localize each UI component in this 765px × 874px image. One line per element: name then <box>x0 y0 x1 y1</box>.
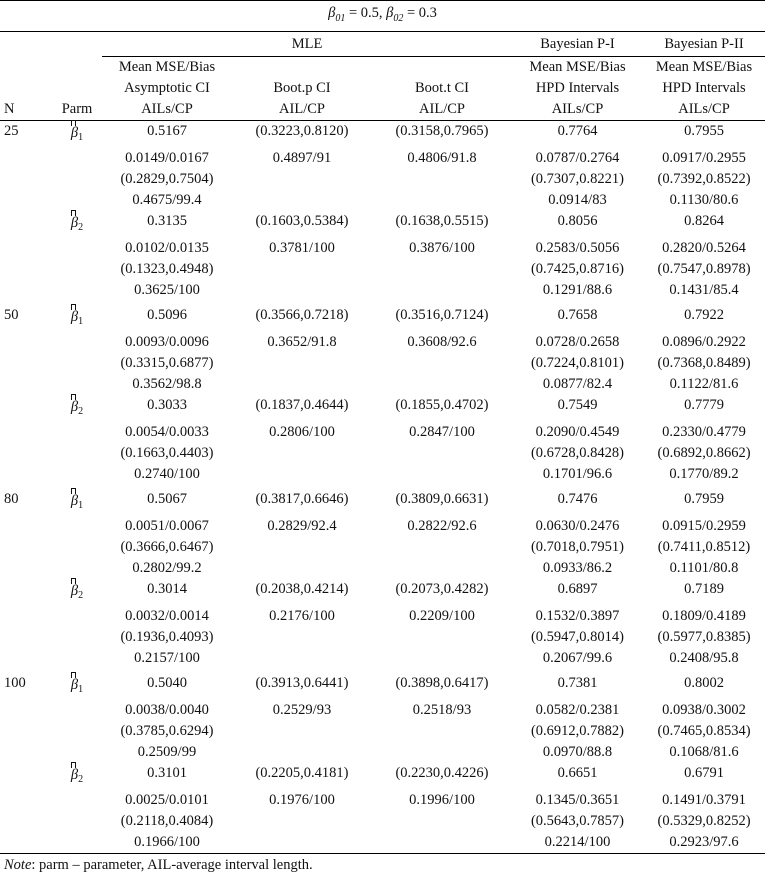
header-bootp-ail: AIL/CP <box>279 100 325 117</box>
header-parm: Parm <box>61 100 93 117</box>
table-row <box>0 120 765 148</box>
table-title: $\beta_{01} = 0.5$, $\beta_{02} = 0.3$ <box>0 1 765 32</box>
table-row <box>0 374 765 395</box>
cell-n: 80 <box>4 490 19 507</box>
cell-bp2: 0.7959 <box>684 490 724 507</box>
cell-bootp: 0.2829/92.4 <box>267 517 337 534</box>
cell-bp2: 0.2923/97.6 <box>669 833 739 850</box>
header-mle-mean: Mean MSE/Bias <box>118 58 216 75</box>
table-row <box>0 332 765 353</box>
cell-bp1: 0.6897 <box>557 580 598 597</box>
header-bp1-mean: Mean MSE/Bias <box>529 58 626 75</box>
table-row <box>0 259 765 280</box>
header-bootp: Boot.p CI <box>273 79 331 96</box>
cell-mle: 0.3135 <box>147 212 187 229</box>
cell-parm: $\beta_2$ <box>70 214 84 233</box>
cell-boott: (0.1638,0.5515) <box>395 212 489 229</box>
header-bp2-hpd: HPD Intervals <box>662 79 746 96</box>
cell-mle: 0.5067 <box>147 490 187 507</box>
cell-bootp: 0.2529/93 <box>272 701 332 718</box>
table-row <box>0 464 765 485</box>
cell-mle: (0.3666,0.6467) <box>120 538 214 555</box>
cell-bp2: 0.0938/0.3002 <box>662 701 746 718</box>
cell-bp2: 0.0915/0.2959 <box>662 517 746 534</box>
cell-bp1: (0.7018,0.7951) <box>530 538 625 555</box>
cell-mle: 0.3625/100 <box>134 281 200 298</box>
table-row <box>0 832 765 854</box>
group-bayesian-p2: Bayesian P-II <box>643 31 765 56</box>
cell-n: 50 <box>4 306 19 323</box>
cell-bp2: 0.8002 <box>684 674 724 691</box>
table-row <box>0 673 765 700</box>
table-row <box>0 422 765 443</box>
cell-bp2: (0.7392,0.8522) <box>657 170 751 187</box>
cell-boott: 0.3876/100 <box>409 239 475 256</box>
cell-mle: 0.2509/99 <box>137 743 197 760</box>
table-row <box>0 148 765 169</box>
header-row-2 <box>0 78 765 99</box>
beta-hat-symbol: β <box>71 123 78 144</box>
cell-boott: (0.2230,0.4226) <box>395 764 489 781</box>
table-note: Note: parm – parameter, AIL-average interval length. <box>4 856 313 873</box>
cell-mle: 0.2157/100 <box>134 649 200 666</box>
table-row <box>0 537 765 558</box>
cell-bp1: 0.1532/0.3897 <box>535 607 620 624</box>
table-row <box>0 558 765 579</box>
cell-bp2: 0.1491/0.3791 <box>662 791 746 808</box>
cell-bp1: 0.2090/0.4549 <box>535 423 620 440</box>
cell-bp2: (0.7368,0.8489) <box>657 354 751 371</box>
cell-mle: 0.2802/99.2 <box>132 559 202 576</box>
cell-bp1: (0.5947,0.8014) <box>530 628 625 645</box>
cell-bp2: 0.1809/0.4189 <box>662 607 746 624</box>
beta-hat-symbol: β <box>71 213 78 234</box>
cell-bootp: 0.4897/91 <box>272 149 332 166</box>
cell-boott: 0.2518/93 <box>412 701 472 718</box>
cell-bp2: 0.2820/0.5264 <box>662 239 746 256</box>
cell-mle: (0.3315,0.6877) <box>120 354 214 371</box>
table-row <box>0 721 765 742</box>
table-row <box>0 579 765 606</box>
cell-bp1: 0.8056 <box>557 212 598 229</box>
cell-bp1: 0.1291/88.6 <box>542 281 613 298</box>
cell-mle: 0.0032/0.0014 <box>125 607 209 624</box>
beta-hat-symbol: β <box>71 581 78 602</box>
table-row <box>0 211 765 238</box>
cell-mle: (0.1323,0.4948) <box>120 260 214 277</box>
table-row <box>0 742 765 763</box>
cell-bp2: 0.0917/0.2955 <box>662 149 746 166</box>
beta-hat-symbol: β <box>71 491 78 512</box>
cell-bootp: 0.1976/100 <box>269 791 335 808</box>
cell-bp1: 0.1701/96.6 <box>542 465 613 482</box>
table-row <box>0 305 765 332</box>
header-bp2-mean: Mean MSE/Bias <box>655 58 753 75</box>
cell-parm: $\beta_2$ <box>70 398 84 417</box>
cell-bp1: 0.0914/83 <box>548 191 607 208</box>
cell-bootp: (0.1837,0.4644) <box>255 396 349 413</box>
cell-bp1: 0.0787/0.2764 <box>535 149 620 166</box>
cell-bp1: (0.7307,0.8221) <box>530 170 625 187</box>
cell-bp2: 0.7955 <box>643 120 765 148</box>
cell-bp2: 0.7922 <box>684 306 724 323</box>
header-bp2-ails: AILs/CP <box>678 100 730 117</box>
group-header-row <box>0 31 765 56</box>
cell-boott: (0.3516,0.7124) <box>395 306 489 323</box>
table-row <box>0 169 765 190</box>
cell-bp2: 0.1122/81.6 <box>669 375 739 392</box>
cell-mle: 0.1966/100 <box>134 833 200 850</box>
cell-bp2: (0.7465,0.8534) <box>657 722 751 739</box>
cell-mle: 0.5040 <box>147 674 187 691</box>
cell-bootp: (0.3566,0.7218) <box>255 306 349 323</box>
cell-bp2: (0.6892,0.8662) <box>657 444 751 461</box>
cell-bp1: 0.0970/88.8 <box>542 743 613 760</box>
cell-mle: 0.0093/0.0096 <box>125 333 209 350</box>
cell-bp1: (0.7425,0.8716) <box>530 260 625 277</box>
cell-parm: $\beta_1$ <box>70 308 84 327</box>
cell-bp2: 0.2330/0.4779 <box>662 423 746 440</box>
cell-boott: 0.3608/92.6 <box>407 333 477 350</box>
table-row <box>0 516 765 537</box>
cell-mle: (0.1663,0.4403) <box>120 444 214 461</box>
cell-boott: (0.3898,0.6417) <box>395 674 489 691</box>
group-bayesian-p1: Bayesian P-I <box>512 31 643 56</box>
cell-bp2: 0.6791 <box>684 764 724 781</box>
cell-bp1: (0.7224,0.8101) <box>530 354 625 371</box>
header-bp1-ails: AILs/CP <box>551 100 604 117</box>
cell-parm: $\beta_2$ <box>70 766 84 785</box>
cell-bp2: 0.7189 <box>684 580 724 597</box>
cell-mle: (0.3785,0.6294) <box>120 722 214 739</box>
beta-hat-symbol: β <box>71 307 78 328</box>
cell-bp2: (0.7411,0.8512) <box>657 538 751 555</box>
table-row <box>0 627 765 648</box>
cell-bp1: 0.7658 <box>557 306 598 323</box>
header-boott: Boot.t CI <box>415 79 469 96</box>
cell-boott: 0.4806/91.8 <box>407 149 477 166</box>
header-n: N <box>4 100 15 117</box>
table-row <box>0 648 765 669</box>
cell-bp2: (0.5329,0.8252) <box>657 812 751 829</box>
cell-bp2: 0.1770/89.2 <box>669 465 739 482</box>
cell-bp2: 0.1101/80.8 <box>669 559 739 576</box>
cell-bp2: 0.1068/81.6 <box>669 743 739 760</box>
cell-bp1: 0.0728/0.2658 <box>535 333 620 350</box>
cell-bp1: (0.6728,0.8428) <box>530 444 625 461</box>
cell-boott: (0.3809,0.6631) <box>395 490 489 507</box>
cell-mle: 0.2740/100 <box>134 465 200 482</box>
cell-bp2: 0.8264 <box>684 212 724 229</box>
cell-bp2: 0.1130/80.6 <box>669 191 739 208</box>
cell-bp2: 0.2408/95.8 <box>669 649 739 666</box>
cell-bootp: (0.2205,0.4181) <box>255 764 349 781</box>
cell-parm: $\beta_1$ <box>70 492 84 511</box>
cell-bp1: 0.2214/100 <box>544 833 611 850</box>
cell-mle: 0.3562/98.8 <box>132 375 202 392</box>
cell-mle: 0.5096 <box>147 306 187 323</box>
cell-mle: 0.3014 <box>147 580 187 597</box>
cell-bp1: 0.2067/99.6 <box>542 649 613 666</box>
cell-parm: $\beta_1$ <box>70 676 84 695</box>
table-row <box>0 790 765 811</box>
table-row <box>0 811 765 832</box>
cell-mle: 0.0149/0.0167 <box>125 149 209 166</box>
cell-parm: $\beta_2$ <box>70 582 84 601</box>
cell-boott: (0.1855,0.4702) <box>395 396 489 413</box>
table-row <box>0 395 765 422</box>
cell-n: 25 <box>0 120 52 148</box>
table-title-row <box>0 1 765 32</box>
header-mle-ails: AILs/CP <box>141 100 193 117</box>
table-row <box>0 763 765 790</box>
cell-bootp: 0.3781/100 <box>269 239 335 256</box>
cell-mle: 0.5167 <box>102 120 232 148</box>
table-row <box>0 280 765 301</box>
cell-mle: (0.2829,0.7504) <box>120 170 214 187</box>
cell-bp1: 0.0582/0.2381 <box>535 701 620 718</box>
cell-bp1: 0.0630/0.2476 <box>535 517 620 534</box>
cell-bp1: (0.6912,0.7882) <box>530 722 625 739</box>
cell-mle: 0.0051/0.0067 <box>125 517 209 534</box>
cell-bootp: 0.3652/91.8 <box>267 333 337 350</box>
cell-mle: 0.0038/0.0040 <box>125 701 209 718</box>
header-boott-ail: AIL/CP <box>419 100 465 117</box>
beta-hat-symbol: β <box>71 675 78 696</box>
cell-mle: 0.4675/99.4 <box>132 191 202 208</box>
cell-bp2: 0.7779 <box>684 396 724 413</box>
cell-bootp: (0.3817,0.6646) <box>255 490 349 507</box>
cell-bootp: (0.3223,0.8120) <box>232 120 372 148</box>
cell-boott: 0.2822/92.6 <box>407 517 477 534</box>
cell-bp2: 0.1431/85.4 <box>669 281 739 298</box>
cell-mle: (0.2118,0.4084) <box>120 812 214 829</box>
cell-mle: 0.0102/0.0135 <box>125 239 209 256</box>
cell-bp1: 0.7381 <box>557 674 598 691</box>
cell-bootp: (0.3913,0.6441) <box>255 674 349 691</box>
cell-bp2: (0.7547,0.8978) <box>657 260 751 277</box>
cell-bp1: 0.0933/86.2 <box>542 559 613 576</box>
cell-bootp: 0.2806/100 <box>269 423 335 440</box>
cell-boott: 0.1996/100 <box>409 791 475 808</box>
cell-boott: (0.3158,0.7965) <box>372 120 512 148</box>
group-mle: MLE <box>102 31 512 56</box>
cell-bootp: 0.2176/100 <box>269 607 335 624</box>
cell-bp1: 0.1345/0.3651 <box>535 791 620 808</box>
cell-parm: $\beta_1$ <box>52 120 102 148</box>
cell-bp2: (0.5977,0.8385) <box>657 628 751 645</box>
cell-mle: 0.3101 <box>147 764 187 781</box>
cell-n: 100 <box>4 674 26 691</box>
cell-mle: 0.3033 <box>147 396 187 413</box>
cell-bp1: 0.7476 <box>557 490 598 507</box>
cell-bp2: 0.0896/0.2922 <box>662 333 746 350</box>
cell-boott: 0.2209/100 <box>409 607 475 624</box>
cell-mle: (0.1936,0.4093) <box>120 628 214 645</box>
cell-bootp: (0.1603,0.5384) <box>255 212 349 229</box>
beta-hat-symbol: β <box>71 397 78 418</box>
cell-boott: 0.2847/100 <box>409 423 475 440</box>
header-row-1 <box>0 56 765 78</box>
cell-bp1: (0.5643,0.7857) <box>530 812 625 829</box>
cell-bootp: (0.2038,0.4214) <box>255 580 349 597</box>
cell-mle: 0.0054/0.0033 <box>125 423 209 440</box>
header-mle-asym: Asymptotic CI <box>124 79 210 96</box>
table-row <box>0 443 765 464</box>
cell-bp1: 0.6651 <box>557 764 598 781</box>
header-row-3 <box>0 99 765 121</box>
table-row <box>0 606 765 627</box>
table-row <box>0 700 765 721</box>
cell-boott: (0.2073,0.4282) <box>395 580 489 597</box>
table-row <box>0 190 765 211</box>
table-row <box>0 238 765 259</box>
cell-bp1: 0.0877/82.4 <box>542 375 613 392</box>
cell-bp1: 0.7764 <box>512 120 643 148</box>
table-row <box>0 353 765 374</box>
header-bp1-hpd: HPD Intervals <box>535 79 620 96</box>
cell-bp1: 0.2583/0.5056 <box>535 239 620 256</box>
table-row <box>0 489 765 516</box>
cell-bp1: 0.7549 <box>557 396 598 413</box>
beta-hat-symbol: β <box>71 765 78 786</box>
cell-mle: 0.0025/0.0101 <box>125 791 209 808</box>
